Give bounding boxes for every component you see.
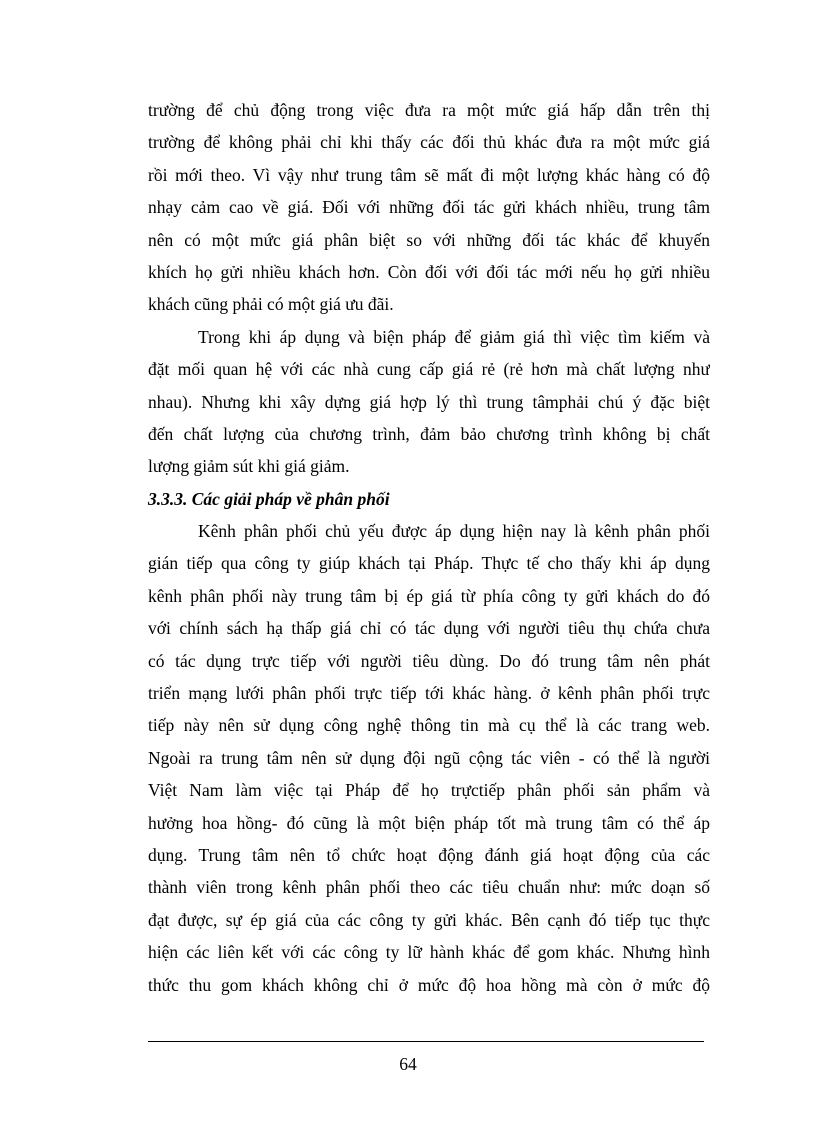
text-line: rồi mới theo. Vì vậy như trung tâm sẽ mất đi một lượng khác hàng có độ: [148, 164, 710, 185]
text-line: tiếp này nên sử dụng công nghệ thông tin mà cụ thể là các trang web.: [148, 715, 710, 736]
body-text: [148, 94, 710, 1001]
text-line: khách cũng phải có một giá ưu đãi.: [148, 294, 394, 315]
text-line: Trong khi áp dụng và biện pháp để giảm giá thì việc tìm kiếm và: [198, 326, 710, 347]
page-number: 64: [399, 1054, 417, 1074]
text-line: trường để không phải chỉ khi thấy các đối thủ khác đưa ra một mức giá: [148, 132, 710, 153]
text-line: nên có một mức giá phân biệt so với những đối tác khác để khuyến: [148, 229, 710, 250]
text-line: với chính sách hạ thấp giá chỉ có tác dụng với người tiêu thụ chứa chưa: [148, 618, 710, 639]
text-line: nhau). Nhưng khi xây dựng giá hợp lý thì trung tâmphải chú ý đặc biệt: [148, 391, 710, 412]
text-line: lượng giảm sút khi giá giảm.: [148, 456, 350, 477]
text-line: Ngoài ra trung tâm nên sử dụng đội ngũ cộng tác viên - có thể là người: [148, 747, 710, 768]
text-line: đạt được, sự ép giá của các công ty gửi khác. Bên cạnh đó tiếp tục thực: [148, 909, 710, 930]
text-line: dụng. Trung tâm nên tổ chức hoạt động đánh giá hoạt động của các: [148, 844, 710, 865]
text-line: đến chất lượng của chương trình, đảm bảo chương trình không bị chất: [148, 423, 710, 444]
paragraph-pricing-continuation: [148, 94, 710, 321]
text-line: trường để chủ động trong việc đưa ra một mức giá hấp dẫn trên thị: [148, 100, 710, 120]
text-line: có tác dụng trực tiếp với người tiêu dùng. Do đó trung tâm nên phát: [148, 650, 710, 671]
text-line: nhạy cảm cao về giá. Đối với những đối tác gửi khách nhiều, trung tâm: [148, 197, 710, 218]
footer-divider: [148, 1041, 704, 1042]
text-line: hưởng hoa hồng- đó cũng là một biện pháp tốt mà trung tâm có thể áp: [148, 812, 710, 833]
text-line: đặt mối quan hệ với các nhà cung cấp giá rẻ (rẻ hơn mà chất lượng như: [148, 359, 710, 380]
text-line: triển mạng lưới phân phối trực tiếp tới khác hàng. ở kênh phân phối trực: [148, 683, 710, 704]
text-line: hiện các liên kết với các công ty lữ hành khác để gom khác. Nhưng hình: [148, 942, 710, 963]
text-line: gián tiếp qua công ty giúp khách tại Pháp. Thực tế cho thấy khi áp dụng: [148, 553, 710, 574]
section-heading: 3.3.3. Các giải pháp về phân phối: [148, 488, 390, 509]
paragraph-distribution: [148, 515, 710, 1001]
text-line: khích họ gửi nhiều khách hơn. Còn đối với đối tác mới nếu họ gửi nhiều: [148, 261, 710, 282]
text-line: Kênh phân phối chủ yếu được áp dụng hiện nay là kênh phân phối: [198, 521, 710, 542]
text-line: kênh phân phối này trung tâm bị ép giá từ phía công ty gửi khách do đó: [148, 585, 710, 606]
text-line: thức thu gom khách không chỉ ở mức độ hoa hồng mà còn ở mức độ: [148, 974, 710, 995]
text-line: Việt Nam làm việc tại Pháp để họ trựctiếp phân phối sản phẩm và: [148, 780, 710, 801]
paragraph-price-reduction: [148, 321, 710, 483]
text-line: thành viên trong kênh phân phối theo các tiêu chuẩn như: mức doạn số: [148, 877, 710, 898]
